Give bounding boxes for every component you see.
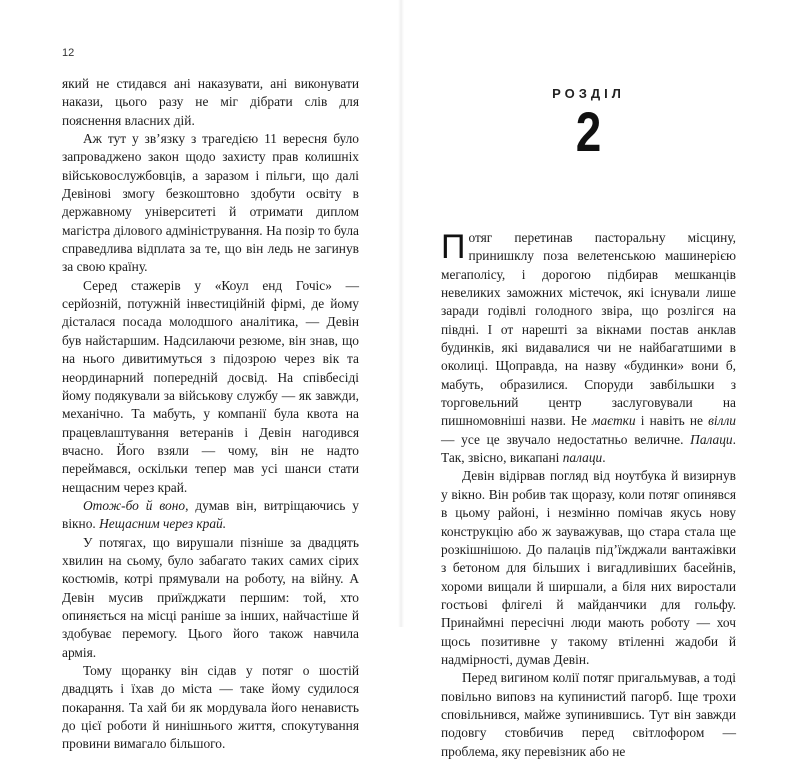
italic-text: маєтки — [591, 413, 636, 429]
page-number: 12 — [62, 47, 75, 59]
italic-text: Палаци — [690, 431, 733, 447]
italic-text: Нещасним через край. — [99, 516, 227, 532]
text-run: — усе це звучало недостатньо величне. — [441, 431, 691, 447]
paragraph — [441, 669, 736, 761]
text-run: Аж тут у зв’язку з трагедією 11 вересня було запроваджено закон щодо захисту прав колишніх військовослужбовців, а заразом і пільги, що далі Девінові змогу безкоштовно здобути освіту в державному університеті й отримати диплом магістра ділового адміністрування. На позір то була справедлива відплата за те, що він ледь не загинув за свою країну. — [62, 131, 359, 275]
italic-text: вілли — [708, 413, 736, 429]
paragraph — [62, 277, 359, 497]
text-run: Серед стажерів у «Коул енд Гочіс» — серйозній, потужній інвестиційній фірмі, де йому дісталася посада молодшого аналітика, — Девін був найстаршим. Надсилаючи резюме, він знав, що на нього дивитимуться з підозрою через вік та неординарний попередній досвід. На співбесіді йому подякували за військову службу — як завжди, механічно. Та мабуть, у компанії була квота на працевлаштування ветеранів і Девін нагодився вчасно. Його взяли — чому, він не надто переймався, оскільки тепер мав усі шанси стати нещасним через край. — [62, 277, 359, 495]
paragraph — [62, 534, 359, 662]
left-page-text — [62, 75, 359, 754]
right-page-text — [441, 229, 736, 761]
paragraph — [62, 130, 359, 277]
drop-cap: П — [441, 228, 466, 266]
text-run: який не стидався ані наказувати, ані виконувати накази, цього разу не міг дібрати слів для пояснення власних дій. — [62, 76, 359, 128]
text-run: У потягах, що вирушали пізніше за двадцять хвилин на сьому, було забагато таких самих сірих костюмів, котрі прямували на роботу, на війну. А Девін мусив приїжджати першим: той, хто опиняється на місці раніше за інших, найчастіше й здобуває перемогу. Цього його також навчила армія. — [62, 534, 359, 660]
text-run: . Так, звісно, викапані — [441, 431, 736, 466]
text-run: Девін відірвав погляд від ноутбука й визирнув у вікно. Він робив так щоразу, коли потяг опинявся в цьому районі, і незмінно помічав якусь нову конструкцію або ж зауважував, що стара стала ще розкішнішою. До палаців під’їжджали вантажівки з бетоном для більших і вигадливіших басейнів, хороми вищали й ширшали, а біля них виростали гостьові флігелі й майданчики для гольфу. Принаймні пересічні люди мають роботу — хоч щось позитивне у такому втіленні жадоби й надмірності, думав Девін. — [441, 468, 736, 667]
paragraph — [441, 229, 736, 467]
chapter-label: РОЗДІЛ — [552, 86, 625, 101]
paragraph — [441, 467, 736, 669]
italic-text: Отож-бо й воно — [83, 497, 186, 513]
paragraph — [62, 497, 359, 534]
text-run: Перед вигином колії потяг пригальмував, а тоді повільно виповз на купинистий пагорб. Іще трохи сповільнився, майже зупинившись. Тут він завжди подовгу стовбичив перед світлофором — проблема, яку перевізник або не — [441, 670, 736, 759]
text-run: . — [602, 450, 606, 466]
text-run: , думав він, витріщаючись у вікно. — [62, 497, 359, 532]
text-run: Тому щоранку він сідав у потяг о шостій двадцять і їхав до міста — таке йому судилося покарання. Та хай би як мордувала його ненависть до цієї роботи й нинішнього життя, спокутування провини вимагало більшого. — [62, 663, 359, 752]
text-run: і навіть не — [635, 413, 709, 429]
italic-text: палаци — [562, 450, 603, 466]
chapter-number: 2 — [575, 100, 602, 163]
paragraph — [62, 662, 359, 754]
book-gutter — [398, 0, 404, 627]
text-run: отяг перетинав пасторальну місцину, принишклу поза велетенською машинерією мегаполісу, і дорогою підбирав мешканців невеликих заможних містечок, які існували лише заради годівлі голодного звіра, що розлігся на півдні. І от нарешті за вікнами постав анклав будинків, які видавалися чи не найбагатшими в околиці. Щоправда, на назву «будинки» вони б, мабуть, образилися. Споруди завбільшки з торговельний центр заслуговували на пишномовніші назви. Не — [441, 230, 736, 429]
paragraph — [62, 75, 359, 130]
